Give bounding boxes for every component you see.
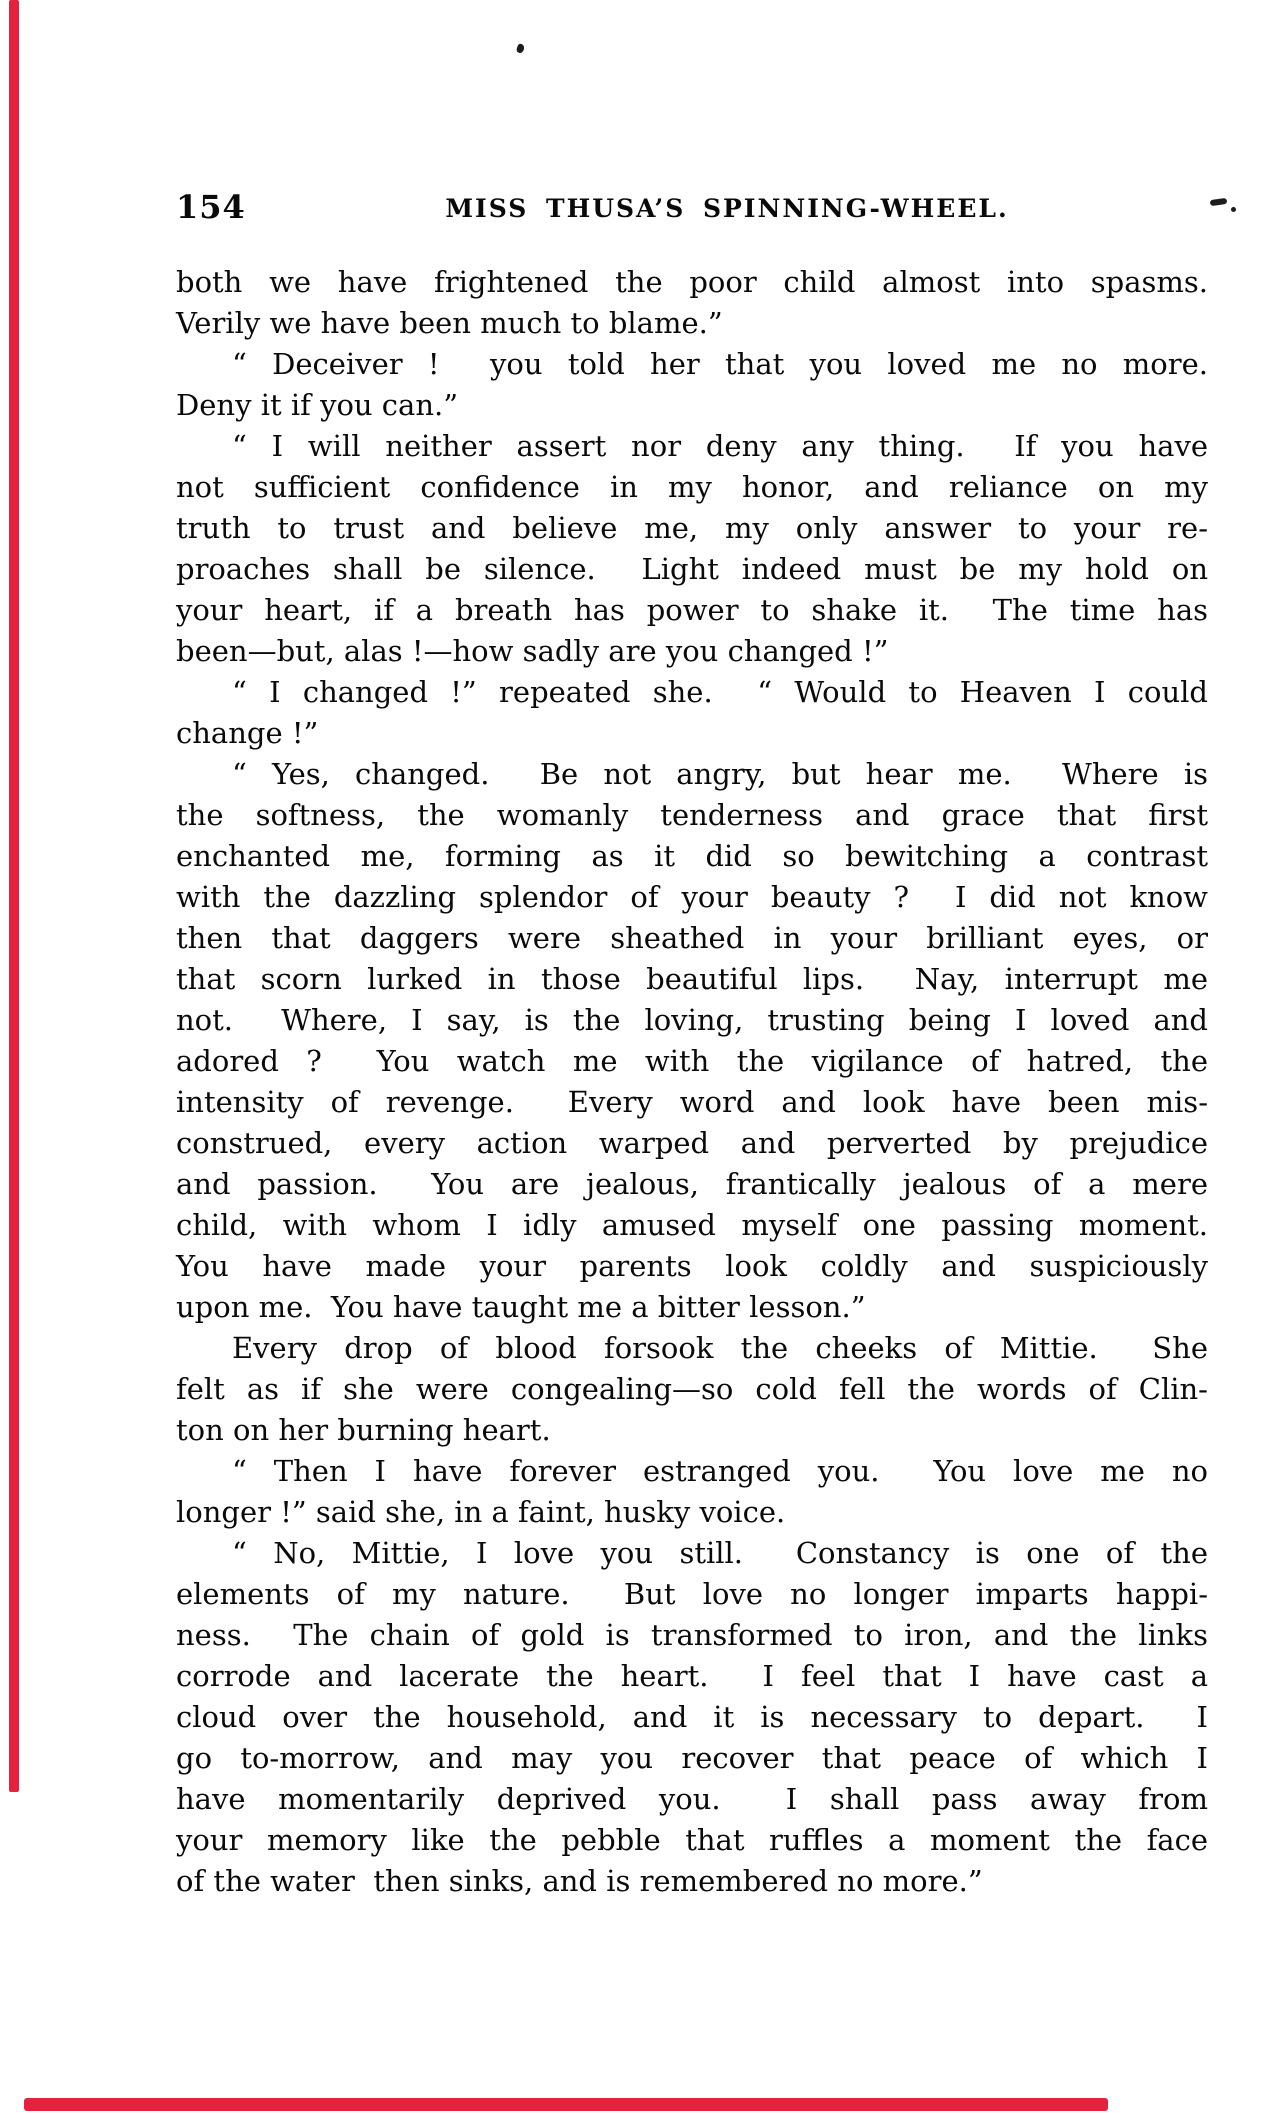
page-number: 154 [176,188,246,226]
text-line: with the dazzling splendor of your beauty ? I did not know [176,880,1208,914]
ink-speck [1210,198,1228,206]
scan-edge-artifact-bottom [24,2098,1108,2111]
text-line: not sufficient confidence in my honor, and reliance on my [176,470,1208,504]
text-line: not. Where, I say, is the loving, trusting being I loved and [176,1003,1208,1037]
text-line: You have made your parents look coldly and suspiciously [176,1249,1208,1283]
text-line: then that daggers were sheathed in your brilliant eyes, or [176,921,1208,955]
text-line: “ Deceiver ! you told her that you loved me no more. [232,347,1208,381]
text-line: elements of my nature. But love no longer imparts happi- [176,1577,1208,1611]
text-line: child, with whom I idly amused myself one passing moment. [176,1208,1208,1242]
text-line: “ No, Mittie, I love you still. Constancy is one of the [232,1536,1208,1570]
text-line: corrode and lacerate the heart. I feel that I have cast a [176,1659,1208,1693]
text-line: construed, every action warped and perverted by prejudice [176,1126,1208,1160]
text-line: cloud over the household, and it is necessary to depart. I [176,1700,1208,1734]
text-line: Every drop of blood forsook the cheeks of Mittie. She [232,1331,1208,1365]
scan-edge-artifact-left [9,0,19,1792]
text-line: proaches shall be silence. Light indeed must be my hold on [176,552,1208,586]
text-line: been—but, alas !—how sadly are you changed !” [176,634,889,668]
text-line: and passion. You are jealous, frantically jealous of a mere [176,1167,1208,1201]
text-line: of the water then sinks, and is remembered no more.” [176,1864,983,1898]
text-line: go to-morrow, and may you recover that peace of which I [176,1741,1208,1775]
ink-speck [1231,207,1236,212]
text-line: “ I will neither assert nor deny any thing. If you have [232,429,1208,463]
text-line: truth to trust and believe me, my only answer to your re- [176,511,1208,545]
text-line: ton on her burning heart. [176,1413,551,1447]
text-line: both we have frightened the poor child almost into spasms. [176,265,1208,299]
page-text [176,262,1208,1902]
text-line: longer !” said she, in a faint, husky voice. [176,1495,786,1529]
text-line: enchanted me, forming as it did so bewitching a contrast [176,839,1208,873]
text-line: Deny it if you can.” [176,388,459,422]
text-line: your heart, if a breath has power to shake it. The time has [176,593,1208,627]
text-line: ness. The chain of gold is transformed to iron, and the links [176,1618,1208,1652]
text-line: have momentarily deprived you. I shall pass away from [176,1782,1208,1816]
ink-speck [516,43,525,54]
text-line: “ Yes, changed. Be not angry, but hear me. Where is [232,757,1208,791]
text-line: “ Then I have forever estranged you. You love me no [232,1454,1208,1488]
running-header-title: MISS THUSA’S SPINNING-WHEEL. [445,194,1009,223]
text-line: change !” [176,716,319,750]
text-line: your memory like the pebble that ruffles a moment the face [176,1823,1208,1857]
text-line: upon me. You have taught me a bitter lesson.” [176,1290,866,1324]
text-line: “ I changed !” repeated she. “ Would to Heaven I could [232,675,1208,709]
text-line: adored ? You watch me with the vigilance of hatred, the [176,1044,1208,1078]
text-line: Verily we have been much to blame.” [176,306,723,340]
text-line: the softness, the womanly tenderness and grace that first [176,798,1208,832]
text-line: felt as if she were congealing—so cold fell the words of Clin- [176,1372,1208,1406]
text-line: that scorn lurked in those beautiful lips. Nay, interrupt me [176,962,1208,996]
text-line: intensity of revenge. Every word and look have been mis- [176,1085,1208,1119]
